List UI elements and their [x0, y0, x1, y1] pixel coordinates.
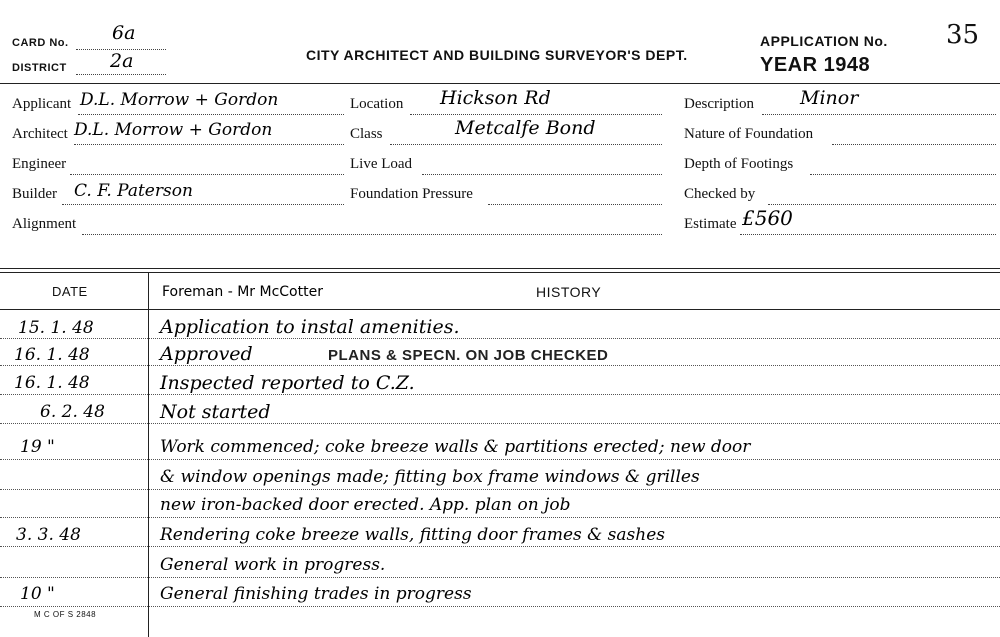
history-column-header: HISTORY	[536, 284, 602, 300]
estimate-value: £560	[742, 206, 793, 230]
live-load-label: Live Load	[350, 156, 413, 172]
row-rule	[0, 365, 1000, 366]
row-rule	[0, 338, 1000, 339]
header-divider	[0, 83, 1000, 84]
depth-footings-label: Depth of Footings	[684, 156, 794, 172]
history-date: 10 "	[20, 584, 55, 604]
history-entry: Not started	[160, 401, 271, 423]
checked-by-line	[768, 204, 996, 205]
class-value: Metcalfe Bond	[455, 117, 596, 139]
architect-line	[74, 144, 344, 145]
alignment-label: Alignment	[12, 216, 77, 232]
department-title: CITY ARCHITECT AND BUILDING SURVEYOR'S DEPT.	[306, 47, 688, 63]
class-line	[390, 144, 662, 145]
history-entry: new iron-backed door erected. App. plan on job	[160, 495, 571, 515]
row-rule	[0, 577, 1000, 578]
history-date: 16. 1. 48	[14, 373, 90, 393]
estimate-label: Estimate	[684, 216, 737, 232]
alignment-line	[82, 234, 662, 235]
row-rule	[0, 489, 1000, 490]
row-rule	[0, 606, 1000, 607]
foundation-pressure-label: Foundation Pressure	[350, 186, 473, 202]
table-top-rule-2	[0, 272, 1000, 273]
row-rule	[0, 546, 1000, 547]
history-date: 3. 3. 48	[16, 525, 81, 545]
description-value: Minor	[800, 87, 859, 109]
district-line	[76, 74, 166, 75]
date-column-header: DATE	[52, 284, 88, 299]
location-value: Hickson Rd	[440, 87, 551, 109]
location-line	[410, 114, 662, 115]
table-header-rule	[0, 309, 1000, 310]
checked-by-label: Checked by	[684, 186, 756, 202]
live-load-line	[422, 174, 662, 175]
applicant-value: D.L. Morrow + Gordon	[80, 90, 279, 110]
foundation-pressure-line	[488, 204, 662, 205]
history-entry: Work commenced; coke breeze walls & partitions erected; new door	[160, 437, 751, 457]
table-column-divider	[148, 272, 149, 637]
card-no-label: CARD No.	[12, 37, 69, 49]
card-no-value: 6a	[112, 22, 136, 44]
history-entry: Approved	[160, 343, 253, 365]
form-code: M C OF S 2848	[34, 610, 97, 619]
row-rule	[0, 459, 1000, 460]
row-rule	[0, 394, 1000, 395]
row-rule	[0, 517, 1000, 518]
estimate-line	[740, 234, 996, 235]
history-entry: Application to instal amenities.	[160, 316, 460, 338]
builder-value: C. F. Paterson	[74, 181, 193, 201]
history-entry: & window openings made; fitting box frame windows & grilles	[160, 467, 700, 487]
application-no-value: 35	[946, 20, 980, 50]
history-entry: General finishing trades in progress	[160, 584, 472, 604]
district-label: DISTRICT	[12, 62, 67, 74]
builder-label: Builder	[12, 186, 57, 202]
builder-line	[62, 204, 344, 205]
nature-foundation-line	[832, 144, 996, 145]
checked-stamp: PLANS & SPECN. ON JOB CHECKED	[328, 347, 609, 364]
description-label: Description	[684, 96, 754, 112]
engineer-label: Engineer	[12, 156, 67, 172]
depth-footings-line	[810, 174, 996, 175]
class-label: Class	[350, 126, 383, 142]
description-line	[762, 114, 996, 115]
applicant-line	[78, 114, 344, 115]
history-entry: Rendering coke breeze walls, fitting door frames & sashes	[160, 525, 665, 545]
engineer-line	[70, 174, 344, 175]
row-rule	[0, 423, 1000, 424]
year-label: YEAR 1948	[760, 54, 871, 76]
location-label: Location	[350, 96, 404, 112]
architect-value: D.L. Morrow + Gordon	[74, 120, 273, 140]
history-date: 19 "	[20, 437, 55, 457]
nature-foundation-label: Nature of Foundation	[684, 126, 814, 142]
architect-label: Architect	[12, 126, 68, 142]
applicant-label: Applicant	[12, 96, 72, 112]
foreman-note: Foreman - Mr McCotter	[162, 284, 323, 300]
history-date: 16. 1. 48	[14, 345, 90, 365]
history-date: 6. 2. 48	[40, 402, 105, 422]
history-entry: General work in progress.	[160, 555, 386, 575]
history-date: 15. 1. 48	[18, 318, 94, 338]
district-value: 2a	[110, 50, 134, 72]
history-entry: Inspected reported to C.Z.	[160, 372, 415, 394]
application-no-label: APPLICATION No.	[760, 33, 888, 49]
table-top-rule	[0, 268, 1000, 269]
